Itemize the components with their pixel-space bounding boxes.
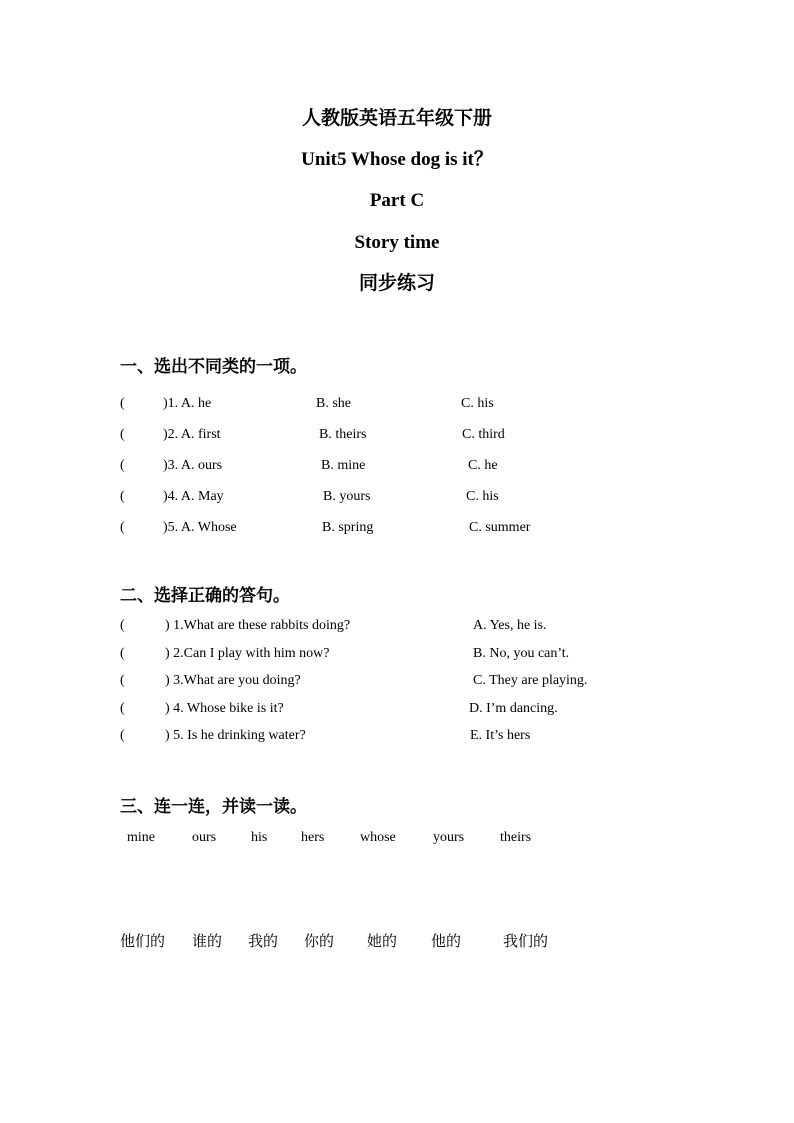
s2-paren: ( xyxy=(120,701,125,716)
s2-item xyxy=(120,645,720,663)
story-title: Story time xyxy=(354,232,440,253)
s1-option-c: C. he xyxy=(468,458,498,473)
chinese-word: 她的 xyxy=(367,932,398,950)
s1-option-a: )3. A. ours xyxy=(163,458,223,473)
english-word: hers xyxy=(301,830,325,845)
s2-question: ) 2.Can I play with him now? xyxy=(165,646,330,661)
s2-paren: ( xyxy=(120,728,125,743)
s2-paren: ( xyxy=(120,673,125,688)
s1-paren: ( xyxy=(120,458,125,473)
s2-question: ) 3.What are you doing? xyxy=(165,673,301,688)
exercise-title: 同步练习 xyxy=(358,273,435,294)
s1-paren: ( xyxy=(120,396,125,411)
part-title: Part C xyxy=(369,190,425,211)
s1-option-c: C. his xyxy=(466,489,499,504)
s2-answer: A. Yes, he is. xyxy=(473,618,547,633)
chinese-word: 我们的 xyxy=(503,932,549,950)
s1-option-b: B. mine xyxy=(321,458,366,473)
s2-answer: B. No, you can’t. xyxy=(473,646,570,661)
english-word: mine xyxy=(127,830,155,845)
chinese-word: 你的 xyxy=(304,932,335,950)
chinese-word: 他们的 xyxy=(120,932,166,950)
s2-item xyxy=(120,727,720,745)
s1-option-a: )5. A. Whose xyxy=(163,520,237,535)
s1-option-b: B. spring xyxy=(322,520,374,535)
s1-option-a: )2. A. first xyxy=(163,427,221,442)
s1-option-a: )4. A. May xyxy=(163,489,224,504)
s2-paren: ( xyxy=(120,618,125,633)
s1-option-a: )1. A. he xyxy=(163,396,212,411)
english-word: theirs xyxy=(500,830,532,845)
s1-option-c: C. third xyxy=(462,427,505,442)
s1-paren: ( xyxy=(120,427,125,442)
s1-option-c: C. his xyxy=(461,396,494,411)
s2-answer: D. I’m dancing. xyxy=(469,701,558,716)
section1-heading: 一、选出不同类的一项。 xyxy=(120,357,307,376)
english-word: whose xyxy=(360,830,396,845)
s1-item xyxy=(120,519,720,537)
s2-item xyxy=(120,700,720,718)
s2-question: ) 4. Whose bike is it? xyxy=(165,701,284,716)
s1-option-b: B. yours xyxy=(323,489,371,504)
s1-paren: ( xyxy=(120,520,125,535)
s1-option-b: B. theirs xyxy=(319,427,367,442)
section3-heading: 三、连一连，并读一读。 xyxy=(120,797,307,816)
s1-option-b: B. she xyxy=(316,396,351,411)
english-word: his xyxy=(251,830,268,845)
s2-paren: ( xyxy=(120,646,125,661)
english-word: ours xyxy=(192,830,217,845)
chinese-word: 我的 xyxy=(248,932,279,950)
s1-item xyxy=(120,488,720,506)
s1-item xyxy=(120,457,720,475)
s1-item xyxy=(120,426,720,444)
unit-title: Unit5 Whose dog is it？ xyxy=(301,149,493,170)
s1-item xyxy=(120,395,720,413)
chinese-word: 谁的 xyxy=(192,932,223,950)
s2-answer: C. They are playing. xyxy=(473,673,588,688)
s2-question: ) 5. Is he drinking water? xyxy=(165,728,306,743)
s2-answer: E. It’s hers xyxy=(470,728,531,743)
doc-title: 人教版英语五年级下册 xyxy=(301,108,492,129)
s2-item xyxy=(120,672,720,690)
s1-option-c: C. summer xyxy=(469,520,531,535)
s2-item xyxy=(120,617,720,635)
s2-question: ) 1.What are these rabbits doing? xyxy=(165,618,351,633)
section2-heading: 二、选择正确的答句。 xyxy=(120,586,290,605)
chinese-word: 他的 xyxy=(431,932,462,950)
s1-paren: ( xyxy=(120,489,125,504)
english-word: yours xyxy=(433,830,465,845)
